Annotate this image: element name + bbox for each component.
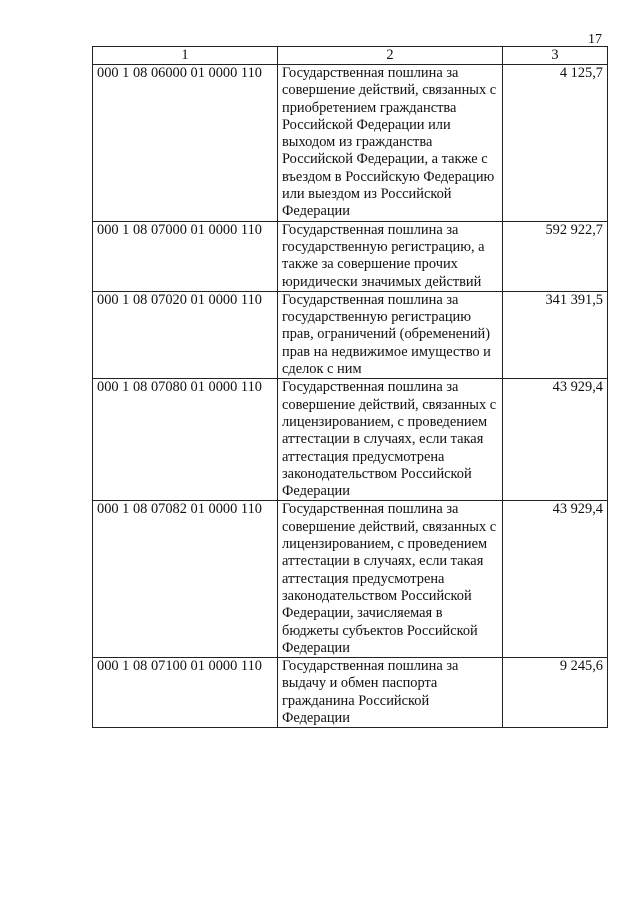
row-code: 000 1 08 07020 01 0000 110: [93, 291, 278, 378]
table-row: [93, 221, 608, 291]
row-name: Государственная пошлина за совершение действий, связанных с лицензированием, с проведением аттестации в случаях, если такая аттестация предусмотрена законодательством Российской Федерации, зачисляемая в бюджеты субъектов Российской Федерации: [278, 501, 503, 658]
column-header-name: 2: [278, 47, 503, 65]
row-name: Государственная пошлина за совершение действий, связанных с лицензированием, с проведением аттестации в случаях, если такая аттестация предусмотрена законодательством Российской Федерации: [278, 379, 503, 501]
table-row: [93, 658, 608, 728]
row-amount: 592 922,7: [503, 221, 608, 291]
row-amount: 341 391,5: [503, 291, 608, 378]
row-name: Государственная пошлина за государственную регистрацию, а также за совершение прочих юридически значимых действий: [278, 221, 503, 291]
row-code: 000 1 08 06000 01 0000 110: [93, 65, 278, 222]
row-amount: 43 929,4: [503, 379, 608, 501]
row-name: Государственная пошлина за государственную регистрацию прав, ограничений (обременений) прав на недвижимое имущество и сделок с ним: [278, 291, 503, 378]
row-code: 000 1 08 07082 01 0000 110: [93, 501, 278, 658]
row-amount: 9 245,6: [503, 658, 608, 728]
column-header-amount: 3: [503, 47, 608, 65]
page-number: 17: [588, 32, 602, 47]
table-row: [93, 379, 608, 501]
revenue-table: [92, 46, 608, 728]
table-header-row: [93, 47, 608, 65]
table-row: [93, 65, 608, 222]
table-row: [93, 501, 608, 658]
row-name: Государственная пошлина за совершение действий, связанных с приобретением гражданства Российской Федерации или выходом из гражданства Российской Федерации, а также с въездом в Российскую Федерацию или выездом из Российской Федерации: [278, 65, 503, 222]
row-amount: 43 929,4: [503, 501, 608, 658]
table-row: [93, 291, 608, 378]
row-amount: 4 125,7: [503, 65, 608, 222]
row-name: Государственная пошлина за выдачу и обмен паспорта гражданина Российской Федерации: [278, 658, 503, 728]
row-code: 000 1 08 07080 01 0000 110: [93, 379, 278, 501]
row-code: 000 1 08 07100 01 0000 110: [93, 658, 278, 728]
column-header-code: 1: [93, 47, 278, 65]
row-code: 000 1 08 07000 01 0000 110: [93, 221, 278, 291]
